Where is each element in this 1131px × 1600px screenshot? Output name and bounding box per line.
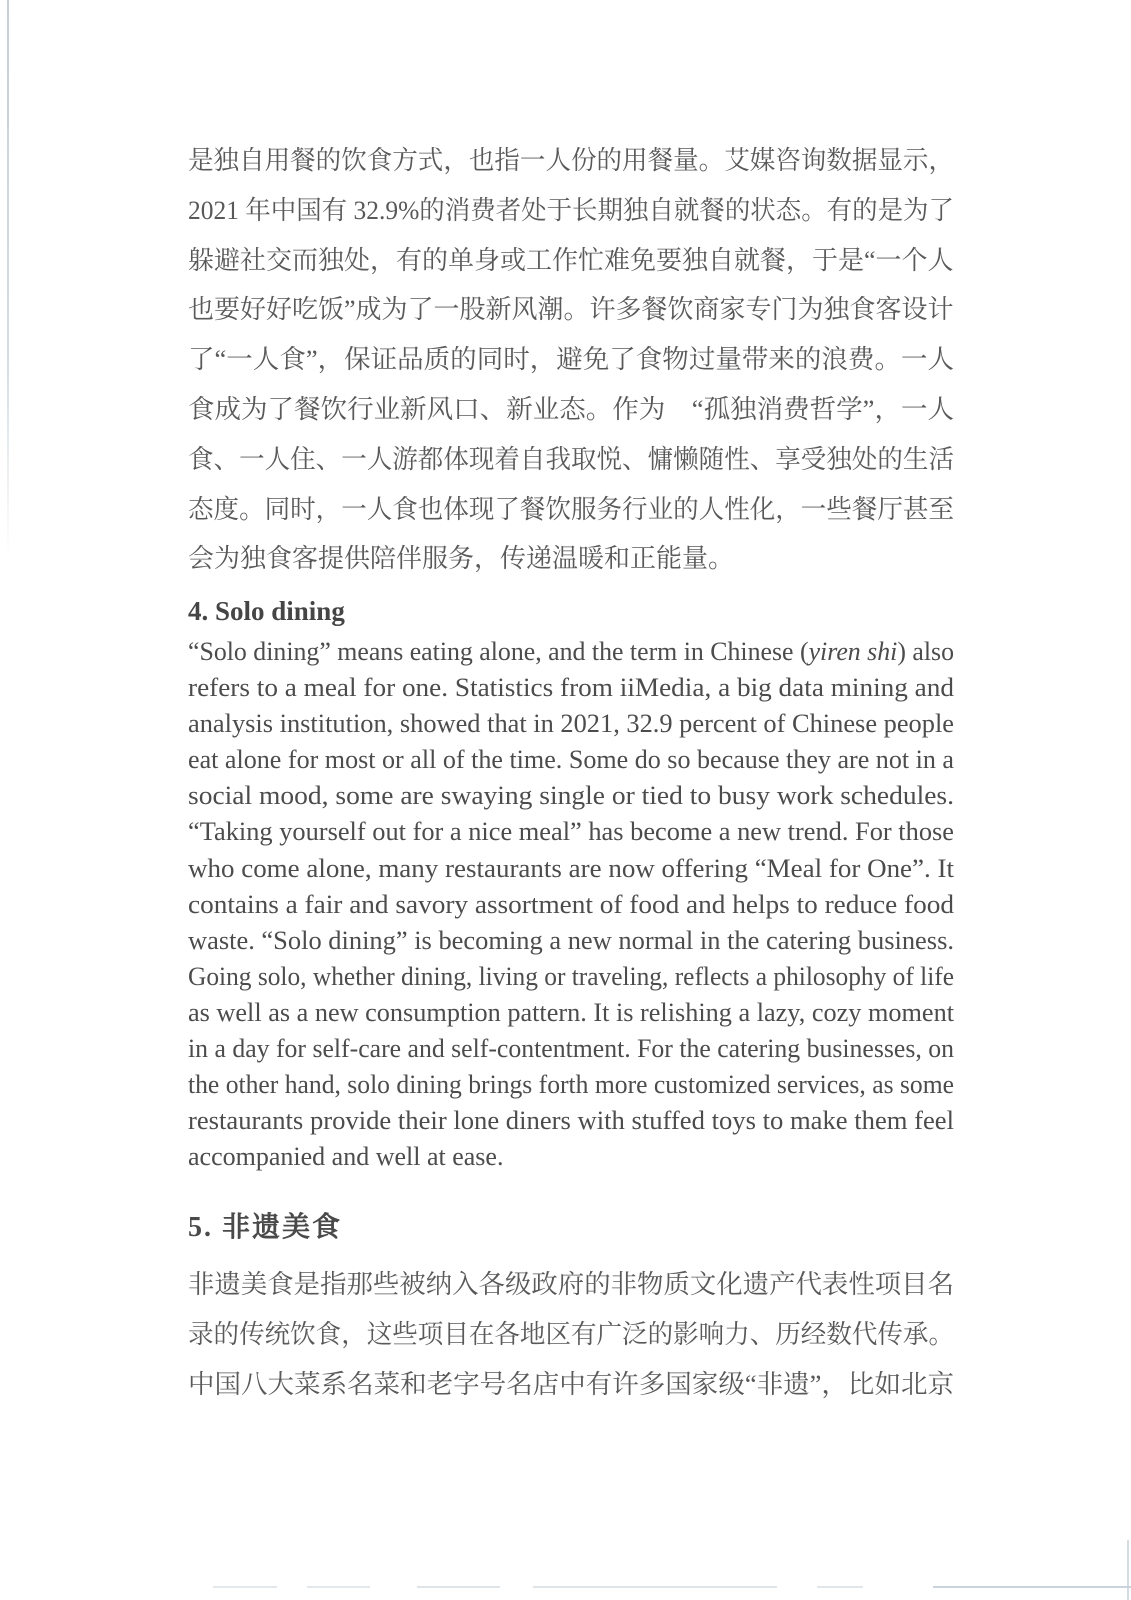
scan-edge-line-left [7,0,9,560]
text-line: contains a fair and savory assortment of food and helps to reduce food [188,889,954,919]
text-line: 了“一人食”，保证品质的同时，避免了食物过量带来的浪费。一人 [188,345,954,375]
text-line: refers to a meal for one. Statistics from iiMedia, a big data mining and [188,673,954,703]
text-line: 态度。同时，一人食也体现了餐饮服务行业的人性化，一些餐厅甚至 [188,494,954,524]
text-line: 躲避社交而独处，有的单身或工作忙难免要独自就餐，于是“一个人 [188,245,954,275]
text-line: “Taking yourself out for a nice meal” has become a new trend. For those [188,817,954,847]
text-line: 是独自用餐的饮食方式，也指一人份的用餐量。艾媒咨询数据显示， [188,146,954,175]
text-line: in a day for self-care and self-contentment. For the catering businesses, on [188,1034,954,1064]
scan-artifact-line [213,1586,277,1588]
scan-artifact-line [817,1586,863,1588]
text-line: the other hand, solo dining brings forth more customized services, as some [188,1070,954,1100]
text-line: Going solo, whether dining, living or traveling, reflects a philosophy of life [188,961,954,991]
scan-artifact-line [307,1586,370,1588]
text-line: 2021 年中国有 32.9%的消费者处于长期独自就餐的状态。有的是为了 [188,195,954,225]
text-line: 中国八大菜系名菜和老字号名店中有许多国家级“非遗”，比如北京 [188,1369,954,1399]
text-line: accompanied and well at ease. [188,1142,504,1172]
text-line: 录的传统饮食，这些项目在各地区有广泛的影响力、历经数代传承。 [188,1319,954,1349]
scan-edge-line-right [1127,1540,1129,1600]
text-line: eat alone for most or all of the time. Some do so because they are not in a [188,745,954,775]
paragraph-cn-heritage-food [188,1260,954,1409]
paragraph-cn-solo-dining [188,136,954,584]
text-line: restaurants provide their lone diners with stuffed toys to make them feel [188,1106,954,1136]
section-heading-solo-dining: 4. Solo dining [188,596,345,626]
scan-artifact-line [417,1586,500,1588]
text-line: waste. “Solo dining” is becoming a new normal in the catering business. [188,925,954,955]
text-line: 食成为了餐饮行业新风口、新业态。作为 “孤独消费哲学”，一人 [188,394,954,424]
text-line: who come alone, many restaurants are now offering “Meal for One”. It [188,853,954,883]
text-line: 非遗美食是指那些被纳入各级政府的非物质文化遗产代表性项目名 [188,1270,954,1299]
scan-artifact-line [933,1586,1131,1588]
text-line: 食、一人住、一人游都体现着自我取悦、慵懒随性、享受独处的生活 [188,444,954,474]
text-line: as well as a new consumption pattern. It is relishing a lazy, cozy moment [188,997,955,1027]
scan-artifact-line [533,1586,777,1588]
text-line: social mood, some are swaying single or tied to busy work schedules. [188,781,954,811]
section-heading-heritage-food: 5. 非遗美食 [188,1212,343,1243]
text-line: 也要好好吃饭”成为了一股新风潮。许多餐饮商家专门为独食客设计 [188,295,954,325]
paragraph-en-solo-dining [188,634,954,1175]
text-line: 会为独食客提供陪伴服务，传递温暖和正能量。 [188,544,735,574]
text-line: “Solo dining” means eating alone, and the term in Chinese (yiren shi) also [188,637,954,666]
text-line: analysis institution, showed that in 2021, 32.9 percent of Chinese people [188,709,954,739]
